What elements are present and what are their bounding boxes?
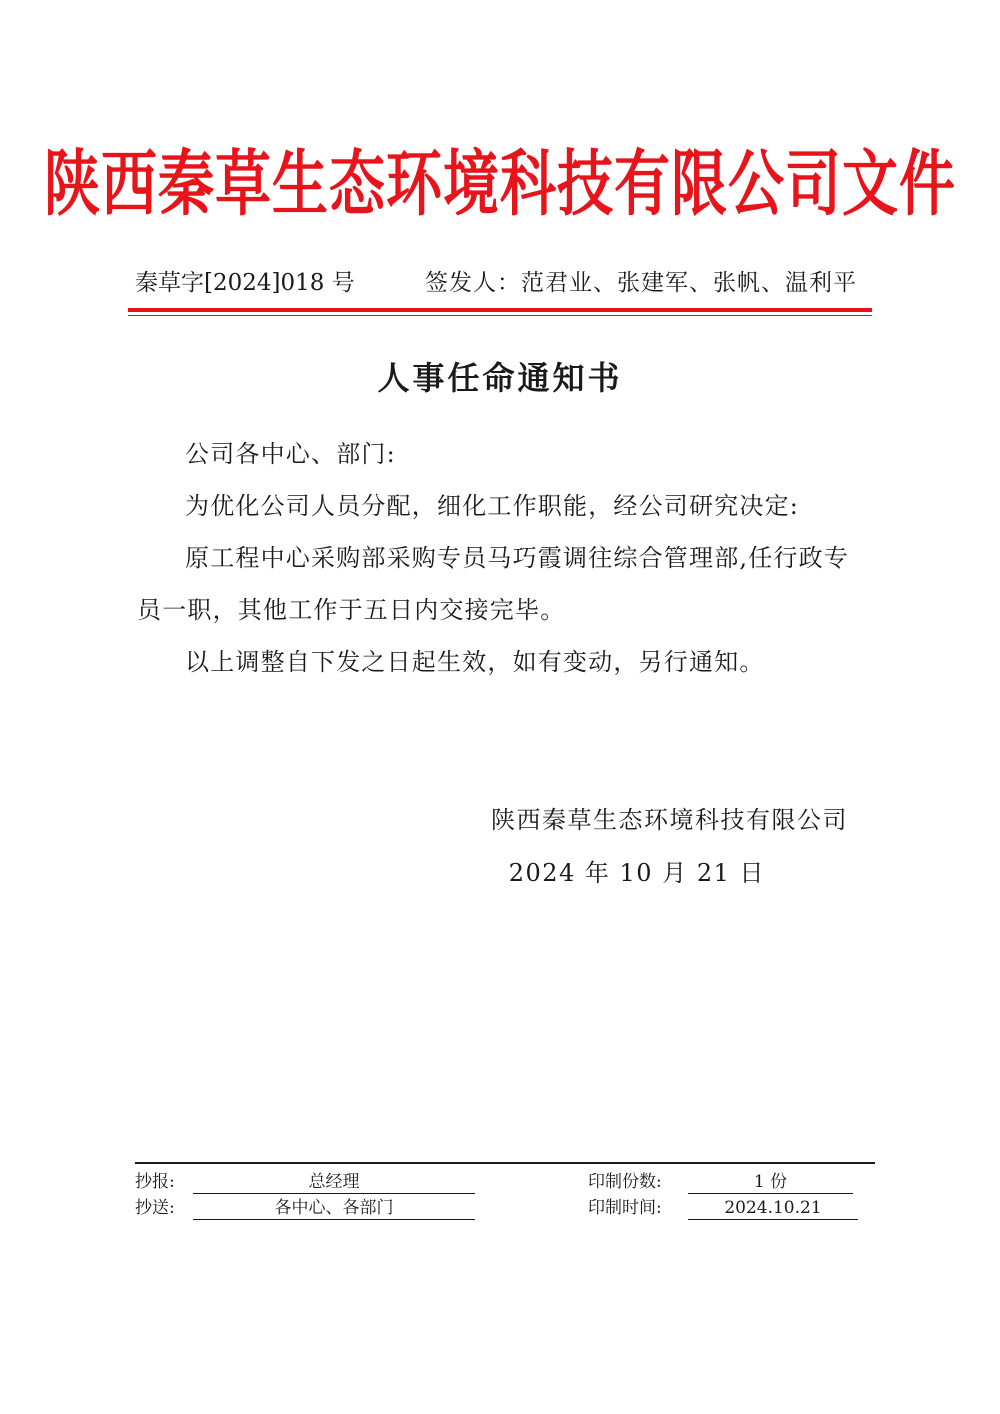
body-paragraph: 以上调整自下发之日起生效，如有变动，另行通知。 [185,648,765,676]
footer-divider [135,1162,875,1164]
notice-title: 人事任命通知书 [377,359,623,397]
signers: 签发人：范君业、张建军、张帆、温利平 [425,270,857,296]
header-divider-thin [128,315,872,316]
print-copies-label: 印制份数: [588,1172,662,1192]
copy-to-value: 各中心、各部门 [193,1196,475,1220]
header-divider-thick [128,308,872,312]
signature-date: 2024 年 10 月 21 日 [508,859,765,887]
salutation: 公司各中心、部门: [185,440,396,468]
notice-body [137,428,852,688]
report-to-value: 总经理 [193,1170,475,1194]
report-to-label: 抄报: [135,1172,175,1192]
signature-company: 陕西秦草生态环境科技有限公司 [491,806,848,834]
print-time-value: 2024.10.21 [688,1196,858,1220]
print-copies-value: 1 份 [688,1170,853,1194]
company-file-title: 陕西秦草生态环境科技有限公司文件 [44,143,956,227]
body-paragraph: 为优化公司人员分配，细化工作职能，经公司研究决定: [185,492,800,520]
body-paragraph: 原工程中心采购部采购专员马巧霞调往综合管理部,任行政专员一职，其他工作于五日内交接完毕。 [137,544,850,624]
document-number: 秦草字[2024]018 号 [135,270,355,296]
print-time-label: 印制时间: [588,1198,662,1218]
copy-to-label: 抄送: [135,1198,175,1218]
